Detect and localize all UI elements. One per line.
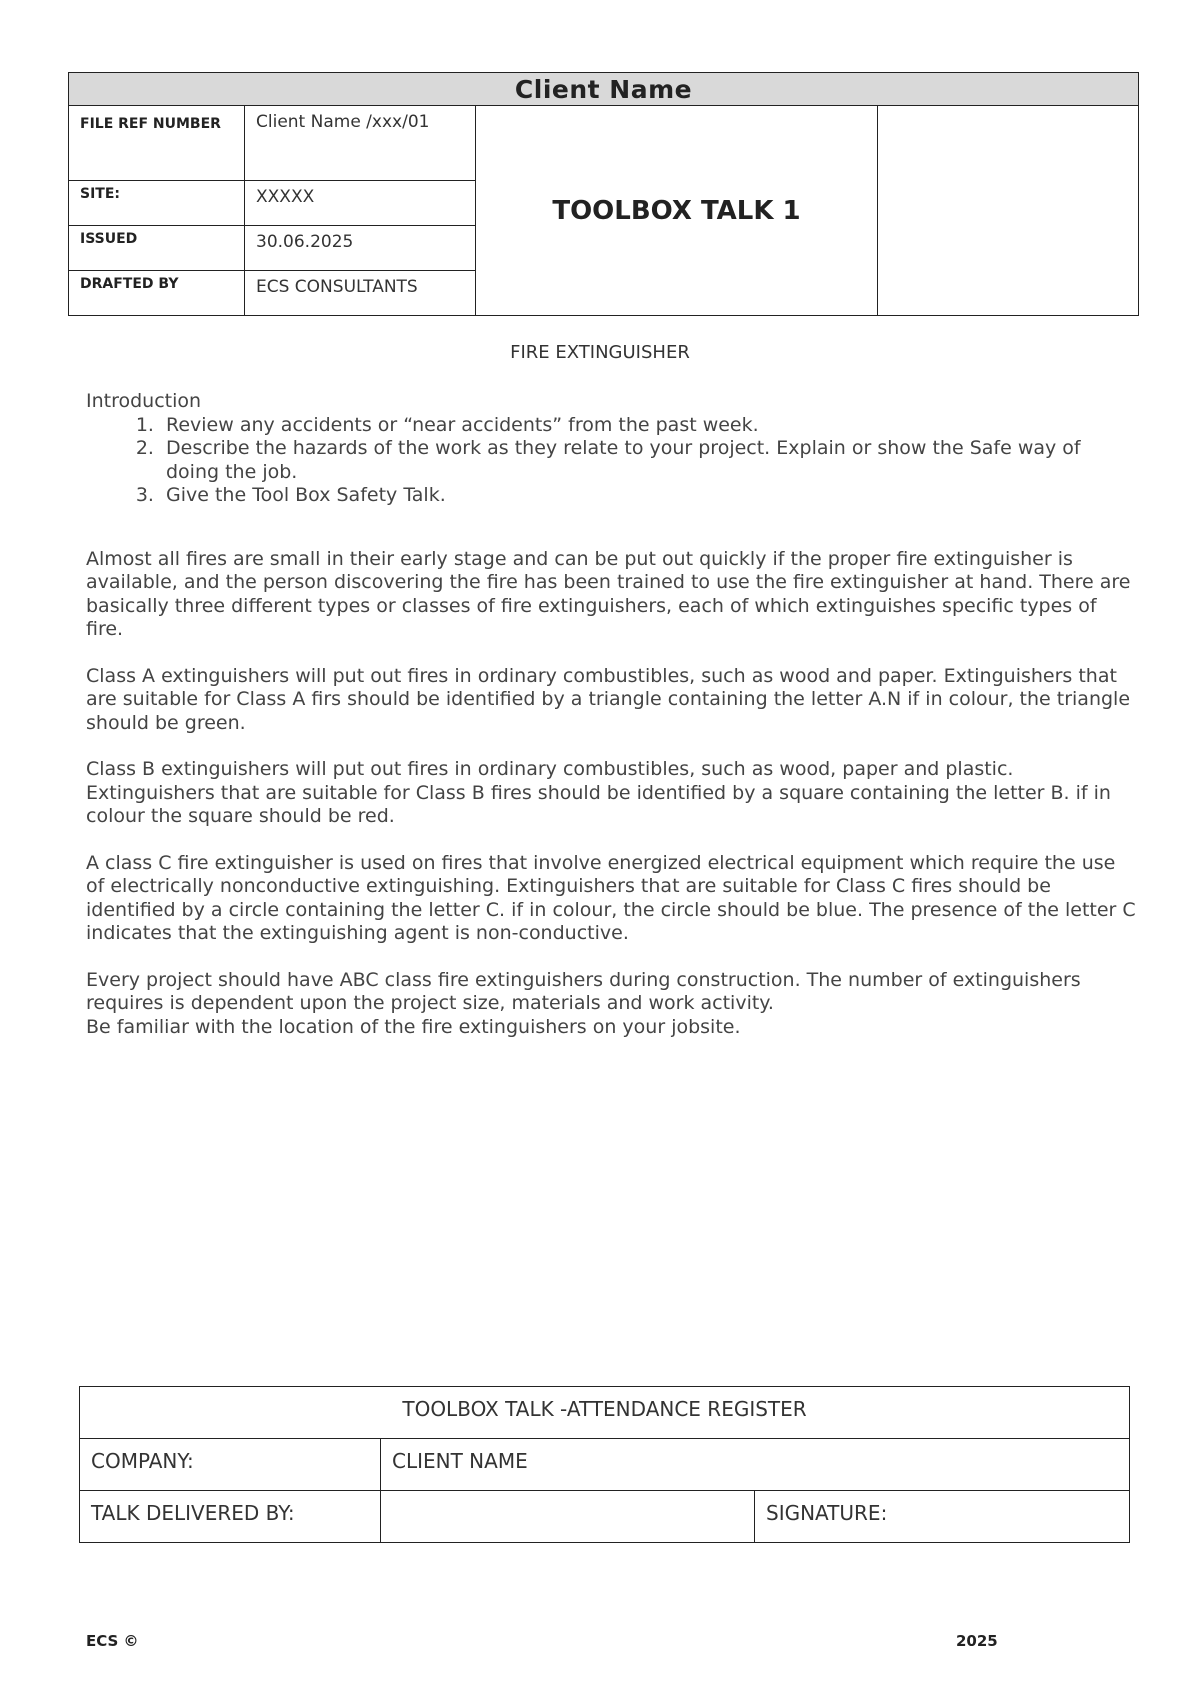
introduction-steps <box>86 414 1136 508</box>
paragraph-class-b: Class B extinguishers will put out fires in ordinary combustibles, such as wood, paper and plastic. Extinguishers that are suitable for Class B fires should be identified by a square containing the letter B. if in colour the square should be red. <box>86 758 1111 827</box>
site-label: SITE: <box>69 181 245 226</box>
file-ref-label: FILE REF NUMBER <box>69 106 245 181</box>
talk-delivered-by-label: TALK DELIVERED BY: <box>80 1491 381 1543</box>
document-body <box>86 390 1136 1039</box>
drafted-by-value: ECS CONSULTANTS <box>245 271 476 316</box>
toolbox-talk-title: TOOLBOX TALK 1 <box>476 106 878 316</box>
paragraph-closing: Be familiar with the location of the fire extinguishers on your jobsite. <box>86 1015 741 1038</box>
issued-value: 30.06.2025 <box>245 226 476 271</box>
list-item: 1. Review any accidents or “near accidents” from the past week. <box>160 414 1136 438</box>
client-name-title: Client Name <box>69 73 1139 106</box>
talk-delivered-by-value[interactable] <box>381 1491 755 1543</box>
signature-label[interactable]: SIGNATURE: <box>755 1491 1130 1543</box>
footer-copyright: ECS © <box>86 1632 139 1650</box>
header-blank-cell <box>878 106 1139 316</box>
paragraph-overview: Almost all fires are small in their early stage and can be put out quickly if the proper fire extinguisher is available, and the person discovering the fire has been trained to use the fire extinguisher at hand. There are basically three different types or classes of fire extinguishers, each of which extinguishes specific types of fire. <box>86 547 1131 640</box>
company-label: COMPANY: <box>80 1439 381 1491</box>
document-heading: FIRE EXTINGUISHER <box>510 342 690 363</box>
paragraph-abc-requirement: Every project should have ABC class fire extinguishers during construction. The number of extinguishers requires is dependent upon the project size, materials and work activity. <box>86 968 1081 1014</box>
attendance-register-title: TOOLBOX TALK -ATTENDANCE REGISTER <box>80 1387 1130 1439</box>
introduction-label: Introduction <box>86 390 202 412</box>
paragraph-class-c: A class C fire extinguisher is used on fires that involve energized electrical equipment which require the use of electrically nonconductive extinguishing. Extinguishers that are suitable for Class C fires should be identified by a circle containing the letter C. if in colour, the circle should be blue. The presence of the letter C indicates that the extinguishing agent is non-conductive. <box>86 851 1136 944</box>
issued-label: ISSUED <box>69 226 245 271</box>
drafted-by-label: DRAFTED BY <box>69 271 245 316</box>
list-item: 2. Describe the hazards of the work as they relate to your project. Explain or show the Safe way of doing the job. <box>160 437 1136 484</box>
site-value: XXXXX <box>245 181 476 226</box>
footer-year: 2025 <box>956 1632 998 1650</box>
company-value[interactable]: CLIENT NAME <box>381 1439 1130 1491</box>
paragraph-class-a: Class A extinguishers will put out fires in ordinary combustibles, such as wood and paper. Extinguishers that are suitable for Class A firs should be identified by a triangle containing the letter A.N if in colour, the triangle should be green. <box>86 664 1131 734</box>
attendance-register-table <box>79 1386 1130 1543</box>
file-ref-value: Client Name /xxx/01 <box>245 106 476 181</box>
list-item: 3. Give the Tool Box Safety Talk. <box>160 484 1136 508</box>
document-header-table <box>68 72 1139 316</box>
